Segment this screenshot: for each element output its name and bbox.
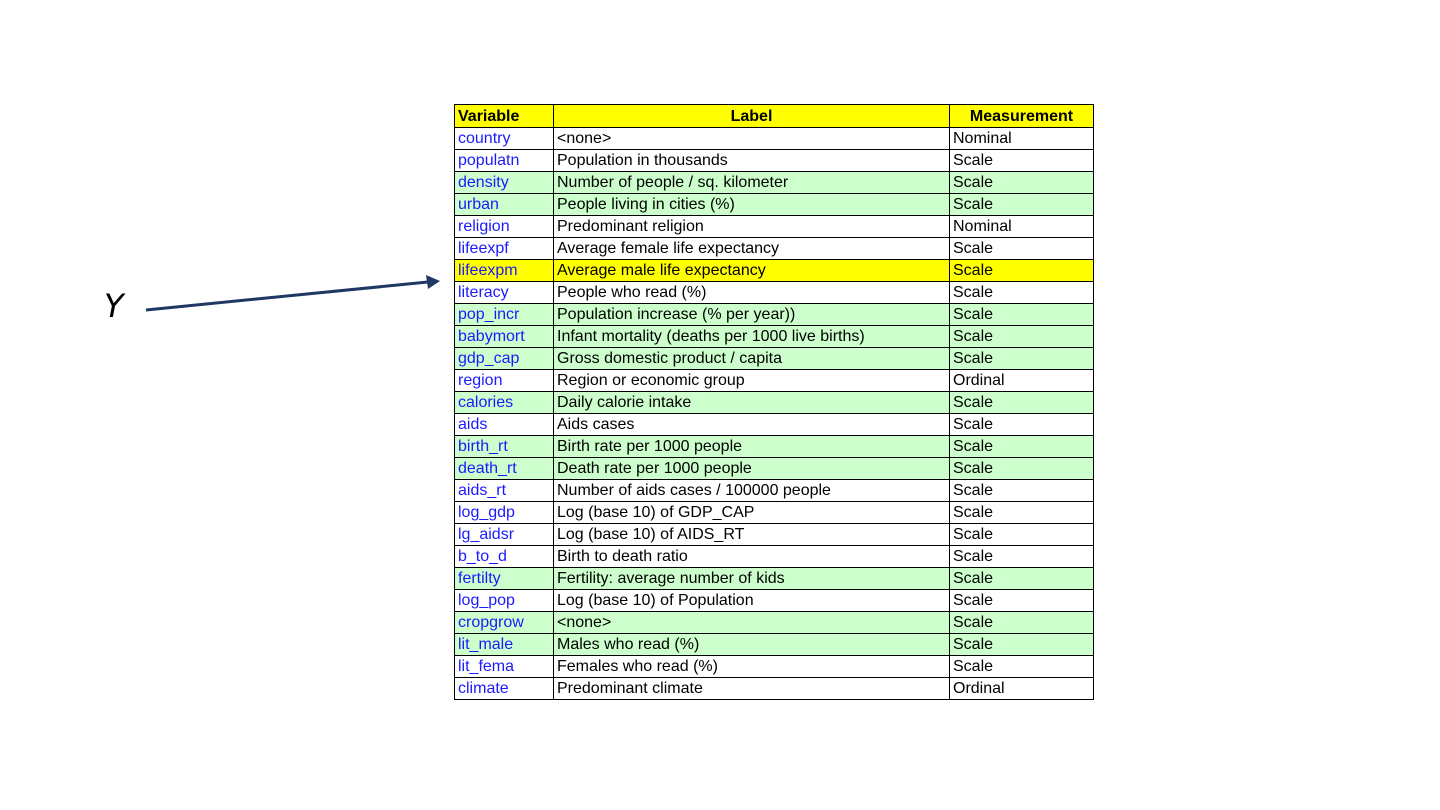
cell-measurement: Scale: [950, 502, 1094, 524]
cell-label: Number of people / sq. kilometer: [554, 172, 950, 194]
cell-variable: lit_male: [455, 634, 554, 656]
table-row: [455, 436, 1094, 458]
cell-label: Number of aids cases / 100000 people: [554, 480, 950, 502]
table-row: [455, 524, 1094, 546]
cell-measurement: Scale: [950, 546, 1094, 568]
y-annotation-label: Y: [104, 287, 124, 325]
table-row: [455, 326, 1094, 348]
table-row: [455, 458, 1094, 480]
cell-measurement: Scale: [950, 194, 1094, 216]
header-row: [455, 105, 1094, 128]
variable-table: [454, 104, 1094, 700]
table-row: [455, 172, 1094, 194]
cell-measurement: Scale: [950, 458, 1094, 480]
cell-measurement: Scale: [950, 172, 1094, 194]
cell-label: Females who read (%): [554, 656, 950, 678]
cell-label: People who read (%): [554, 282, 950, 304]
table-row: [455, 194, 1094, 216]
table-row: [455, 128, 1094, 150]
cell-variable: cropgrow: [455, 612, 554, 634]
cell-label: Birth to death ratio: [554, 546, 950, 568]
table-row: [455, 634, 1094, 656]
cell-variable: pop_incr: [455, 304, 554, 326]
table-row: [455, 414, 1094, 436]
table-row: [455, 656, 1094, 678]
cell-measurement: Scale: [950, 436, 1094, 458]
cell-variable: aids_rt: [455, 480, 554, 502]
header-measurement: Measurement: [950, 105, 1094, 128]
cell-measurement: Scale: [950, 304, 1094, 326]
cell-measurement: Ordinal: [950, 678, 1094, 700]
cell-variable: death_rt: [455, 458, 554, 480]
cell-variable: climate: [455, 678, 554, 700]
cell-label: <none>: [554, 128, 950, 150]
cell-variable: gdp_cap: [455, 348, 554, 370]
cell-variable: density: [455, 172, 554, 194]
cell-variable: babymort: [455, 326, 554, 348]
cell-label: Predominant climate: [554, 678, 950, 700]
cell-variable: log_pop: [455, 590, 554, 612]
cell-variable: birth_rt: [455, 436, 554, 458]
table-row: [455, 304, 1094, 326]
cell-label: Region or economic group: [554, 370, 950, 392]
table-row: [455, 590, 1094, 612]
cell-label: <none>: [554, 612, 950, 634]
cell-label: People living in cities (%): [554, 194, 950, 216]
table-row: [455, 238, 1094, 260]
table-body: [455, 128, 1094, 700]
cell-label: Log (base 10) of AIDS_RT: [554, 524, 950, 546]
table-row: [455, 568, 1094, 590]
cell-measurement: Scale: [950, 260, 1094, 282]
cell-label: Log (base 10) of GDP_CAP: [554, 502, 950, 524]
cell-variable: calories: [455, 392, 554, 414]
table-row: [455, 546, 1094, 568]
cell-label: Death rate per 1000 people: [554, 458, 950, 480]
arrow-head: [426, 275, 440, 289]
cell-variable: lifeexpm: [455, 260, 554, 282]
cell-variable: lit_fema: [455, 656, 554, 678]
table-row: [455, 150, 1094, 172]
cell-measurement: Scale: [950, 282, 1094, 304]
cell-label: Population increase (% per year)): [554, 304, 950, 326]
cell-variable: literacy: [455, 282, 554, 304]
cell-variable: aids: [455, 414, 554, 436]
cell-measurement: Ordinal: [950, 370, 1094, 392]
cell-label: Infant mortality (deaths per 1000 live births): [554, 326, 950, 348]
cell-variable: lg_aidsr: [455, 524, 554, 546]
cell-variable: fertilty: [455, 568, 554, 590]
cell-label: Birth rate per 1000 people: [554, 436, 950, 458]
cell-label: Daily calorie intake: [554, 392, 950, 414]
table-row: [455, 348, 1094, 370]
cell-measurement: Scale: [950, 326, 1094, 348]
cell-measurement: Scale: [950, 480, 1094, 502]
cell-measurement: Nominal: [950, 216, 1094, 238]
cell-measurement: Scale: [950, 348, 1094, 370]
cell-measurement: Nominal: [950, 128, 1094, 150]
cell-measurement: Scale: [950, 656, 1094, 678]
cell-measurement: Scale: [950, 634, 1094, 656]
cell-label: Gross domestic product / capita: [554, 348, 950, 370]
table-row: [455, 260, 1094, 282]
table-row: [455, 480, 1094, 502]
cell-label: Average female life expectancy: [554, 238, 950, 260]
cell-variable: lifeexpf: [455, 238, 554, 260]
table-row: [455, 216, 1094, 238]
cell-label: Predominant religion: [554, 216, 950, 238]
cell-measurement: Scale: [950, 612, 1094, 634]
cell-variable: b_to_d: [455, 546, 554, 568]
table-row: [455, 392, 1094, 414]
cell-measurement: Scale: [950, 238, 1094, 260]
cell-measurement: Scale: [950, 392, 1094, 414]
header-variable: Variable: [455, 105, 554, 128]
cell-variable: region: [455, 370, 554, 392]
arrow-shaft: [146, 282, 428, 310]
cell-label: Average male life expectancy: [554, 260, 950, 282]
cell-measurement: Scale: [950, 150, 1094, 172]
table-row: [455, 370, 1094, 392]
cell-variable: country: [455, 128, 554, 150]
cell-variable: religion: [455, 216, 554, 238]
cell-measurement: Scale: [950, 524, 1094, 546]
cell-variable: log_gdp: [455, 502, 554, 524]
cell-label: Males who read (%): [554, 634, 950, 656]
cell-measurement: Scale: [950, 590, 1094, 612]
cell-measurement: Scale: [950, 414, 1094, 436]
cell-label: Population in thousands: [554, 150, 950, 172]
header-label: Label: [554, 105, 950, 128]
cell-variable: populatn: [455, 150, 554, 172]
cell-label: Fertility: average number of kids: [554, 568, 950, 590]
cell-label: Log (base 10) of Population: [554, 590, 950, 612]
cell-label: Aids cases: [554, 414, 950, 436]
table-row: [455, 612, 1094, 634]
table-row: [455, 282, 1094, 304]
cell-variable: urban: [455, 194, 554, 216]
cell-measurement: Scale: [950, 568, 1094, 590]
table-row: [455, 678, 1094, 700]
table-row: [455, 502, 1094, 524]
